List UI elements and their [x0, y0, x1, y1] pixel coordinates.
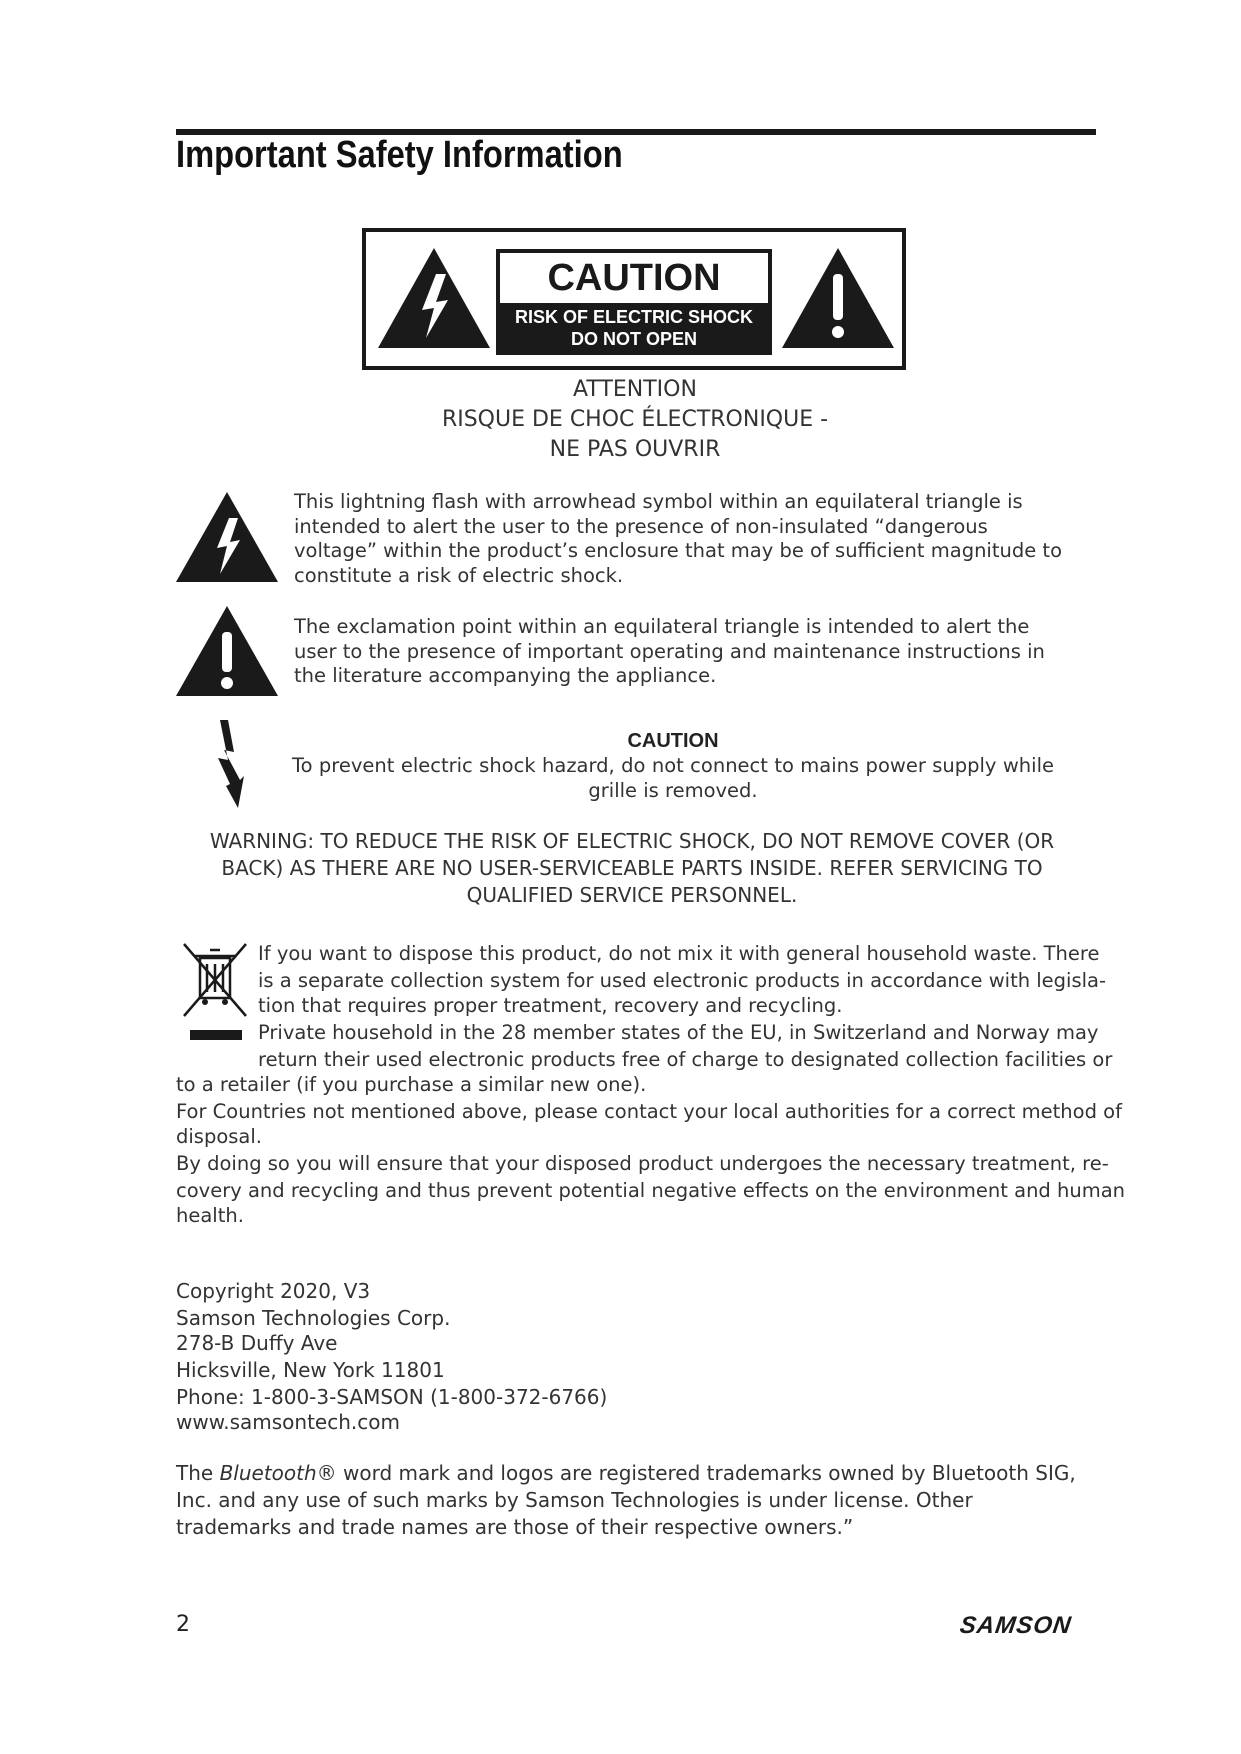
caution-line-1: RISK OF ELECTRIC SHOCK	[514, 307, 753, 327]
weee-bin-icon	[180, 940, 250, 1020]
lightning-bolt-icon	[214, 718, 250, 810]
weee-line: return their used electronic products free of charge to designated collection facilities or	[258, 1048, 1113, 1071]
lightning-triangle-icon	[174, 490, 280, 584]
attention-line-1: ATTENTION	[573, 377, 697, 402]
caution-heading: CAUTION	[627, 730, 719, 752]
weee-line: If you want to dispose this product, do not mix it with general household waste. There	[258, 942, 1100, 965]
weee-line: Private household in the 28 member states of the EU, in Switzerland and Norway may	[258, 1021, 1099, 1044]
caution-label	[362, 228, 906, 370]
weee-line: tion that requires proper treatment, recovery and recycling.	[258, 994, 843, 1017]
trademark-prefix: The	[176, 1461, 220, 1485]
weee-bar	[190, 1030, 242, 1040]
weee-line: By doing so you will ensure that your disposed product undergoes the necessary treatment, re-	[176, 1152, 1109, 1175]
weee-line: health.	[176, 1204, 244, 1227]
samson-logo: SAMSON	[958, 1612, 1074, 1639]
trademark-rest: word mark and logos are registered trademarks owned by Bluetooth SIG, Inc. and any use of such marks by Samson Technologies is under license. Other trademarks and trade names are those of their respective owners.”	[176, 1461, 1076, 1539]
attention-line-2: RISQUE DE CHOC ÉLECTRONIQUE -	[441, 407, 829, 432]
caution-line-2: DO NOT OPEN	[570, 329, 697, 349]
website-link[interactable]: www.samsontech.com	[176, 1410, 400, 1434]
trademark-notice	[176, 1460, 1076, 1541]
page-number: 2	[176, 1612, 190, 1637]
weee-line: is a separate collection system for used electronic products in accordance with legisla-	[258, 969, 1107, 992]
bluetooth-brand: Bluetooth®	[219, 1461, 337, 1485]
caution-panel	[496, 249, 772, 355]
street-address: 278-B Duffy Ave	[176, 1331, 338, 1355]
warning-text: WARNING: TO REDUCE THE RISK OF ELECTRIC SHOCK, DO NOT REMOVE COVER (OR BACK) AS THERE ARE NO USER-SERVICEABLE PARTS INSIDE. REFER SERVICING TO QUALIFIED SERVICE PERSONNEL.	[209, 829, 1055, 907]
exclamation-description: The exclamation point within an equilateral triangle is intended to alert the user to the presence of important operating and maintenance instructions in the literature accompanying the appliance.	[294, 615, 1045, 687]
exclamation-triangle-icon	[174, 604, 280, 698]
exclamation-triangle-icon	[780, 246, 896, 350]
phone: Phone: 1-800-3-SAMSON (1-800-372-6766)	[176, 1385, 608, 1409]
weee-line: to a retailer (if you purchase a similar new one).	[176, 1073, 647, 1096]
caution-word: CAUTION	[500, 253, 768, 303]
lightning-triangle-icon	[376, 246, 492, 350]
copyright: Copyright 2020, V3	[176, 1279, 371, 1303]
weee-line: disposal.	[176, 1125, 262, 1148]
page-title: Important Safety Information	[176, 134, 623, 176]
weee-line: For Countries not mentioned above, please contact your local authorities for a correct method of	[176, 1100, 1122, 1123]
company-name: Samson Technologies Corp.	[176, 1306, 451, 1330]
weee-line: covery and recycling and thus prevent potential negative effects on the environment and human	[176, 1179, 1126, 1202]
city-address: Hicksville, New York 11801	[176, 1358, 445, 1382]
attention-line-3: NE PAS OUVRIR	[549, 437, 721, 462]
lightning-description: This lightning flash with arrowhead symbol within an equilateral triangle is intended to alert the user to the presence of non-insulated “dangerous voltage” within the product’s enclosure that may be of sufficient magnitude to constitute a risk of electric shock.	[294, 490, 1063, 587]
caution-body: To prevent electric shock hazard, do not connect to mains power supply while grille is removed.	[292, 754, 1054, 802]
